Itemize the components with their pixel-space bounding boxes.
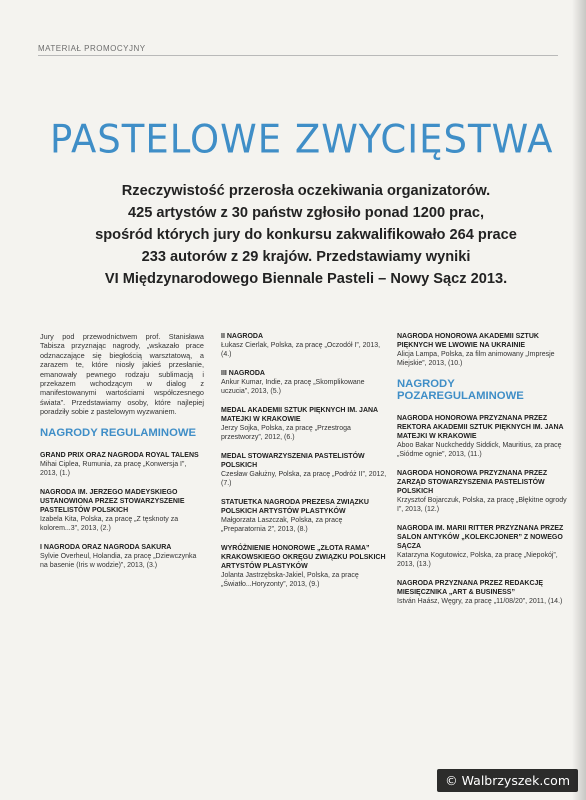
page-edge-shadow <box>572 0 586 800</box>
award-title: NAGRODA IM. JERZEGO MADEYSKIEGO USTANOWIONA PRZEZ STOWARZYSZENIE PASTELISTÓW POLSKICH <box>40 488 185 514</box>
section-label: MATERIAŁ PROMOCYJNY <box>38 44 146 53</box>
award-item <box>221 406 387 442</box>
column-2 <box>221 332 387 599</box>
page-title: PASTELOWE ZWYCIĘSTWA <box>50 117 554 163</box>
lead-line: 425 artystów z 30 państw zgłosiło ponad 1200 prac, <box>127 205 485 221</box>
lead-line: VI Międzynarodowego Biennale Pasteli – Nowy Sącz 2013. <box>104 271 508 287</box>
award-title: II NAGRODA <box>221 333 263 340</box>
award-winner: Alicja Lampa, Polska, za film animowany „Impresje Miejskie”, 2013, (10.) <box>397 351 555 367</box>
award-title: NAGRODA HONOROWA AKADEMII SZTUK PIĘKNYCH WE LWOWIE NA UKRAINIE <box>397 333 539 349</box>
column-1 <box>40 332 204 580</box>
section-heading-extra: NAGRODY POZAREGULAMINOWE <box>397 378 524 402</box>
award-title: I NAGRODA ORAZ NAGRODA SAKURA <box>40 543 172 551</box>
award-winner: Izabela Kita, Polska, za pracę „Z tęsknoty za kolorem...3”, 2013, (2.) <box>40 515 179 532</box>
award-title: STATUETKA NAGRODA PREZESA ZWIĄZKU POLSKICH ARTYSTÓW PLASTYKÓW <box>221 499 369 515</box>
award-item <box>397 332 569 368</box>
lead-paragraph <box>52 180 560 290</box>
award-title: NAGRODA PRZYZNANA PRZEZ REDAKCJĘ MIESIĘCZNIKA „ART & BUSINESS” <box>397 580 544 596</box>
award-winner: Jerzy Sojka, Polska, za pracę „Przestroga przestworzy”, 2012, (6.) <box>221 425 351 441</box>
award-item <box>40 543 204 570</box>
award-item <box>40 488 204 533</box>
section-heading-regular: NAGRODY REGULAMINOWE <box>40 426 197 439</box>
award-item <box>40 451 204 478</box>
award-item <box>221 369 387 396</box>
header-divider <box>38 55 558 56</box>
intro-text: Jury pod przewodnictwem prof. Stanisława Tabisza przyznając nagrody, „wskazało prace odznaczające się biegłością warsztatową, a zarazem te, które niosły jakieś przesłanie, emanowały pewnego rodzaju sublimacją i przekazem wchodzącym w dialog z manifestowanymi wartościami współczesnego świata”. Przedstawiamy osoby, które najlepiej poradziły sobie z pastelowym wyzwaniem. <box>40 332 204 417</box>
lead-line: 233 autorów z 29 krajów. Przedstawiamy wyniki <box>141 249 471 265</box>
award-winner: Krzysztof Bojarczuk, Polska, za pracę „Błękitne ogrody I”, 2013, (12.) <box>397 497 567 513</box>
watermark: © Walbrzyszek.com <box>437 769 578 792</box>
award-winner: István Haász, Węgry, za pracę „11/08/20”, 2011, (14.) <box>397 598 563 605</box>
award-title: III NAGRODA <box>221 370 265 377</box>
award-item <box>221 544 387 589</box>
award-title: NAGRODA HONOROWA PRZYZNANA PRZEZ ZARZĄD STOWARZYSZENIA PASTELISTÓW POLSKICH <box>397 470 548 495</box>
award-winner: Aboo Bakar Nuckcheddy Siddick, Mauritius, za pracę „Siódme ognie”, 2013, (11.) <box>397 442 562 458</box>
award-item <box>221 498 387 534</box>
award-item <box>397 579 569 606</box>
award-winner: Ankur Kumar, Indie, za pracę „Skomplikowane uczucia”, 2013, (5.) <box>221 379 365 395</box>
award-winner: Mihai Ciplea, Rumunia, za pracę „Konwersja I”, 2013, (1.) <box>40 460 187 477</box>
award-winner: Sylvie Overheul, Holandia, za pracę „Dziewczynka na basenie (Iris w wodzie)”, 2013, (3.) <box>40 552 197 569</box>
award-item <box>221 452 387 488</box>
award-item <box>397 524 569 569</box>
award-winner: Jolanta Jastrzębska-Jakiel, Polska, za pracę „Światło...Horyzonty”, 2013, (9.) <box>221 572 359 588</box>
lead-line: spośród których jury do konkursu zakwalifikowało 264 prace <box>95 227 517 243</box>
award-title: GRAND PRIX ORAZ NAGRODA ROYAL TALENS <box>40 451 199 459</box>
award-item <box>221 332 387 359</box>
lead-line: Rzeczywistość przerosła oczekiwania organizatorów. <box>121 183 491 199</box>
award-title: NAGRODA HONOROWA PRZYZNANA PRZEZ REKTORA AKADEMII SZTUK PIĘKNYCH IM. JANA MATEJKI W KRAKOWIE <box>397 415 564 440</box>
award-title: MEDAL AKADEMII SZTUK PIĘKNYCH IM. JANA MATEJKI W KRAKOWIE <box>221 407 378 423</box>
award-winner: Katarzyna Kogutowicz, Polska, za pracę „Niepokój”, 2013, (13.) <box>397 552 558 568</box>
award-winner: Łukasz Cierlak, Polska, za pracę „Oczodół I”, 2013, (4.) <box>221 342 381 358</box>
column-3 <box>397 332 569 616</box>
award-winner: Czesław Gałużny, Polska, za pracę „Podróż II”, 2012, (7.) <box>221 471 387 487</box>
award-item <box>397 469 569 514</box>
award-title: WYRÓŻNIENIE HONOROWE „ZŁOTA RAMA” KRAKOWSKIEGO OKRĘGU ZWIĄZKU POLSKICH ARTYSTÓW PLASTYKÓW <box>221 545 386 570</box>
award-item <box>397 414 569 459</box>
award-title: MEDAL STOWARZYSZENIA PASTELISTÓW POLSKICH <box>221 453 365 469</box>
award-winner: Małgorzata Laszczak, Polska, za pracę „Preparatornia 2”, 2013, (8.) <box>221 517 343 533</box>
award-title: NAGRODA IM. MARII RITTER PRZYZNANA PRZEZ SALON ANTYKÓW „KOLEKCJONER” Z NOWEGO SĄCZA <box>397 525 564 550</box>
